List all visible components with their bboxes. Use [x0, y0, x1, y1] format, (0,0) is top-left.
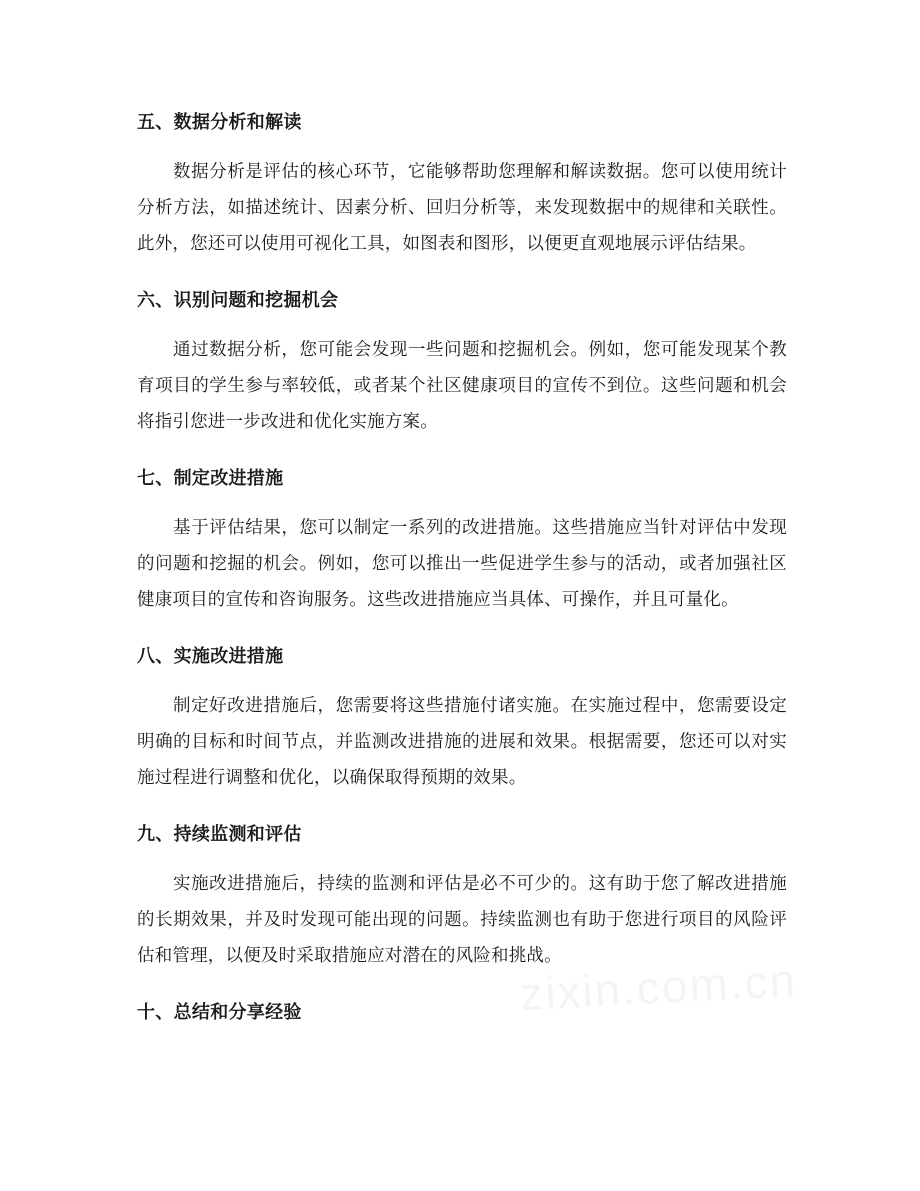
section-body-7: 基于评估结果，您可以制定一系列的改进措施。这些措施应当针对评估中发现的问题和挖掘的机会。例如，您可以推出一些促进学生参与的活动，或者加强社区健康项目的宣传和咨询服务。这些改进措施应当具体、可操作，并且可量化。: [137, 518, 787, 610]
section-heading-5: 五、数据分析和解读: [137, 112, 302, 133]
section-heading-10: 十、总结和分享经验: [137, 1002, 302, 1023]
section-body-8: 制定好改进措施后，您需要将这些措施付诸实施。在实施过程中，您需要设定明确的目标和时间节点，并监测改进措施的进展和效果。根据需要，您还可以对实施过程进行调整和优化，以确保取得预期的效果。: [137, 696, 787, 788]
section-heading-7: 七、制定改进措施: [137, 468, 284, 489]
section-body-5: 数据分析是评估的核心环节，它能够帮助您理解和解读数据。您可以使用统计分析方法，如描述统计、因素分析、回归分析等，来发现数据中的规律和关联性。此外，您还可以使用可视化工具，如图表和图形，以便更直观地展示评估结果。: [137, 162, 787, 254]
watermark-text: zixin.com.cn: [518, 953, 799, 1021]
section-heading-8: 八、实施改进措施: [137, 646, 284, 667]
document-content: [137, 106, 787, 1030]
section-body-6: 通过数据分析，您可能会发现一些问题和挖掘机会。例如，您可能发现某个教育项目的学生参与率较低，或者某个社区健康项目的宣传不到位。这些问题和机会将指引您进一步改进和优化实施方案。: [137, 340, 787, 432]
section-heading-6: 六、识别问题和挖掘机会: [137, 290, 339, 311]
section-body-9: 实施改进措施后，持续的监测和评估是必不可少的。这有助于您了解改进措施的长期效果，并及时发现可能出现的问题。持续监测也有助于您进行项目的风险评估和管理，以便及时采取措施应对潜在的风险和挑战。: [137, 874, 787, 966]
section-heading-9: 九、持续监测和评估: [137, 824, 302, 845]
